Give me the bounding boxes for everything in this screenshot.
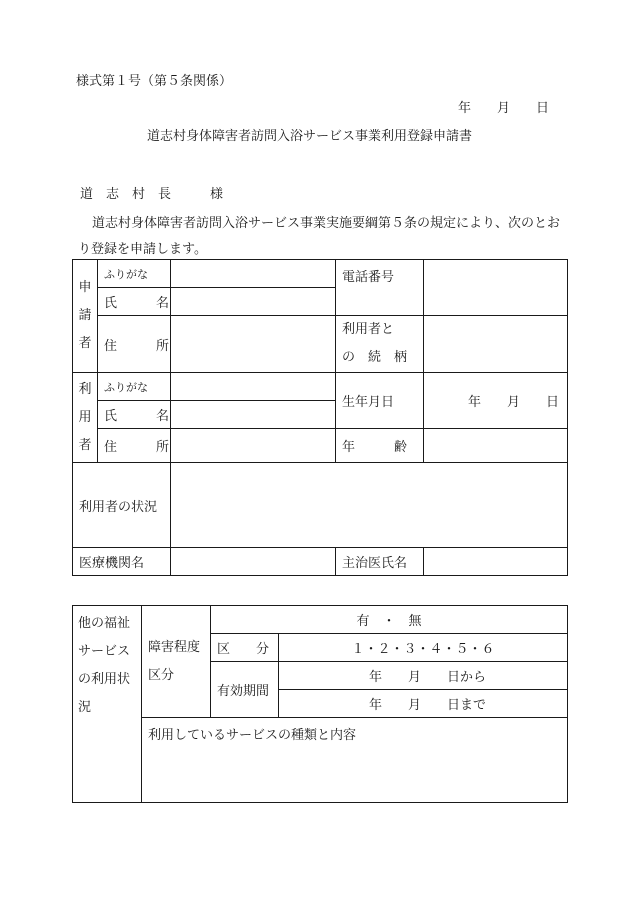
user-address-label: 住 所 bbox=[98, 429, 171, 463]
phone-label: 電話番号 bbox=[336, 260, 424, 316]
valid-to-field[interactable]: 年 月 日まで bbox=[279, 690, 568, 718]
user-furigana-label: ふりがな bbox=[98, 373, 171, 401]
presence-field[interactable]: 有 ・ 無 bbox=[211, 606, 568, 634]
other-services-table bbox=[72, 605, 568, 803]
applicant-table bbox=[72, 259, 568, 576]
addressee: 道 志 村 長 様 bbox=[80, 187, 224, 202]
form-title: 道志村身体障害者訪問入浴サービス事業利用登録申請書 bbox=[147, 129, 473, 144]
applicant-furigana-field[interactable] bbox=[171, 260, 336, 288]
form-number: 様式第１号（第５条関係） bbox=[76, 74, 233, 89]
doctor-name-field[interactable] bbox=[424, 548, 568, 576]
user-furigana-field[interactable] bbox=[171, 373, 336, 401]
applicant-name-field[interactable] bbox=[171, 288, 336, 316]
disability-level-label: 障害程度 区分 bbox=[142, 606, 211, 718]
birthdate-label: 生年月日 bbox=[336, 373, 424, 429]
birthdate-field[interactable]: 年 月 日 bbox=[424, 373, 568, 429]
user-status-label: 利用者の状況 bbox=[73, 463, 171, 548]
medical-institution-field[interactable] bbox=[171, 548, 336, 576]
category-values[interactable]: １・２・３・４・５・６ bbox=[279, 634, 568, 662]
applicant-address-label: 住 所 bbox=[98, 316, 171, 373]
applicant-furigana-label: ふりがな bbox=[98, 260, 171, 288]
user-name-label: 氏 名 bbox=[98, 401, 171, 429]
applicant-label: 申 請 者 bbox=[73, 260, 98, 373]
phone-field[interactable] bbox=[424, 260, 568, 316]
category-label: 区 分 bbox=[211, 634, 279, 662]
services-used-field[interactable]: 利用しているサービスの種類と内容 bbox=[142, 718, 568, 803]
user-address-field[interactable] bbox=[171, 429, 336, 463]
relation-field[interactable] bbox=[424, 316, 568, 373]
doctor-name-label: 主治医氏名 bbox=[336, 548, 424, 576]
other-welfare-label: 他の福祉 サービス の利用状 況 bbox=[73, 606, 142, 803]
age-field[interactable] bbox=[424, 429, 568, 463]
medical-institution-label: 医療機関名 bbox=[73, 548, 171, 576]
valid-period-label: 有効期間 bbox=[211, 662, 279, 718]
date-line: 年 月 日 bbox=[458, 101, 550, 116]
body-text-line1: 道志村身体障害者訪問入浴サービス事業実施要綱第５条の規定により、次のとお bbox=[92, 216, 561, 231]
age-label: 年 齢 bbox=[336, 429, 424, 463]
user-status-field[interactable] bbox=[171, 463, 568, 548]
applicant-address-field[interactable] bbox=[171, 316, 336, 373]
user-label: 利 用 者 bbox=[73, 373, 98, 463]
body-text-line2: り登録を申請します。 bbox=[78, 242, 207, 257]
valid-from-field[interactable]: 年 月 日から bbox=[279, 662, 568, 690]
applicant-name-label: 氏 名 bbox=[98, 288, 171, 316]
user-name-field[interactable] bbox=[171, 401, 336, 429]
relation-label: 利用者と の 続 柄 bbox=[336, 316, 424, 373]
